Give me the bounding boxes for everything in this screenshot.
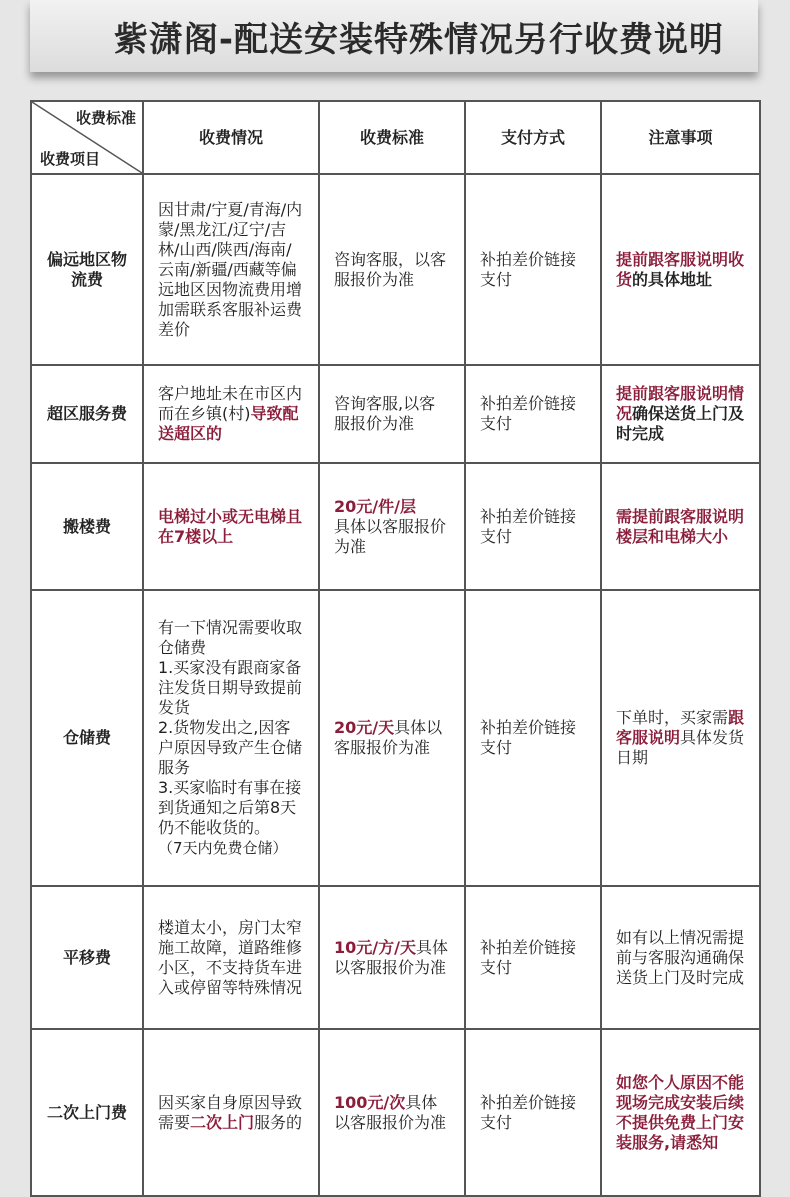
situation-text: 因买家自身原因导致需要	[158, 1092, 303, 1132]
standard-text: 具体以客服报价为准	[334, 718, 443, 757]
note-cell	[601, 174, 760, 365]
standard-text: 具体以客服报价为准	[334, 1092, 447, 1132]
standard-cell	[319, 590, 465, 886]
standard-price: 100元/次	[334, 1092, 406, 1112]
note-cell	[601, 463, 760, 590]
situation-cell: 楼道太小，房门太窄施工故障，道路维修小区，不支持货车进入或停留等特殊情况	[143, 886, 319, 1029]
situation-cell	[143, 365, 319, 463]
table-row	[31, 1029, 760, 1196]
table-row	[31, 463, 760, 590]
corner-header-cell	[31, 101, 143, 174]
corner-bottom-label: 收费项目	[40, 150, 101, 168]
standard-cell: 咨询客服，以客服报价为准	[319, 174, 465, 365]
column-header-notes: 注意事项	[601, 101, 760, 174]
fee-item-name: 二次上门费	[31, 1029, 143, 1196]
column-header-situation: 收费情况	[143, 101, 319, 174]
payment-cell: 补拍差价链接支付	[465, 174, 601, 365]
situation-highlight: 电梯过小或无电梯且在7楼以上	[158, 506, 303, 546]
standard-cell	[319, 463, 465, 590]
corner-top-label: 收费标准	[75, 109, 136, 127]
payment-cell: 补拍差价链接支付	[465, 365, 601, 463]
note-highlight: 跟客服说明	[616, 708, 745, 747]
note-highlight: 需提前跟客服说明楼层和电梯大小	[616, 506, 745, 546]
situation-line: 有一下情况需要收取仓储费	[158, 618, 303, 657]
situation-cell: 因甘肃/宁夏/青海/内蒙/黑龙江/辽宁/吉林/山西/陕西/海南/云南/新疆/西藏等偏远地区因物流费用增加需联系客服补运费差价	[143, 174, 319, 365]
note-cell: 如有以上情况需提前与客服沟通确保送货上门及时完成	[601, 886, 760, 1029]
note-highlight: 提前跟客服说明收货	[616, 249, 745, 289]
standard-cell	[319, 1029, 465, 1196]
situation-cell	[143, 463, 319, 590]
payment-cell: 补拍差价链接支付	[465, 1029, 601, 1196]
situation-text: 客户地址未在市区内而在乡镇(村)	[158, 384, 303, 423]
standard-cell: 咨询客服,以客服报价为准	[319, 365, 465, 463]
situation-cell	[143, 1029, 319, 1196]
situation-cell	[143, 590, 319, 886]
fee-item-name: 超区服务费	[31, 365, 143, 463]
payment-cell: 补拍差价链接支付	[465, 886, 601, 1029]
note-cell	[601, 590, 760, 886]
payment-cell: 补拍差价链接支付	[465, 463, 601, 590]
table-row	[31, 365, 760, 463]
situation-text: 服务的	[254, 1112, 303, 1132]
fee-item-name: 偏远地区物流费	[31, 174, 143, 365]
situation-line: 2.货物发出之,因客户原因导致产生仓储服务	[158, 718, 303, 777]
note-text: 具体发货日期	[616, 728, 745, 767]
situation-highlight: 二次上门	[190, 1112, 255, 1132]
title-banner	[30, 0, 758, 72]
note-cell	[601, 1029, 760, 1196]
situation-line: （7天内免费仓储）	[158, 839, 288, 857]
note-highlight: 如您个人原因不能现场完成安装后续不提供免费上门安装服务,请悉知	[616, 1072, 745, 1152]
note-highlight: 提前跟客服说明情况	[616, 384, 745, 423]
fee-item-name: 仓储费	[31, 590, 143, 886]
fee-item-name: 平移费	[31, 886, 143, 1029]
table-row	[31, 886, 760, 1029]
standard-text: 具体以客服报价为准	[334, 516, 447, 556]
standard-cell	[319, 886, 465, 1029]
situation-highlight: 导致配送超区的	[158, 404, 299, 443]
standard-price: 20元/天	[334, 718, 395, 737]
table-row	[31, 590, 760, 886]
payment-cell: 补拍差价链接支付	[465, 590, 601, 886]
table-row	[31, 174, 760, 365]
header-row	[31, 101, 760, 174]
fee-table-container	[30, 100, 759, 1197]
situation-line: 3.买家临时有事在接到货通知之后第8天仍不能收货的。	[158, 778, 302, 837]
column-header-standard: 收费标准	[319, 101, 465, 174]
note-cell	[601, 365, 760, 463]
note-text: 下单时，买家需	[616, 708, 729, 727]
fee-table	[30, 100, 761, 1197]
situation-line: 1.买家没有跟商家备注发货日期导致提前发货	[158, 658, 303, 717]
standard-text: 具体以客服报价为准	[334, 937, 448, 977]
page-title: 紫潇阁-配送安装特殊情况另行收费说明	[113, 19, 725, 60]
note-text: 确保送货上门及时完成	[616, 404, 745, 443]
standard-price: 20元/件/层	[334, 496, 416, 516]
column-header-payment: 支付方式	[465, 101, 601, 174]
fee-item-name: 搬楼费	[31, 463, 143, 590]
standard-price: 10元/方/天	[334, 937, 416, 957]
note-text: 的具体地址	[632, 269, 713, 289]
